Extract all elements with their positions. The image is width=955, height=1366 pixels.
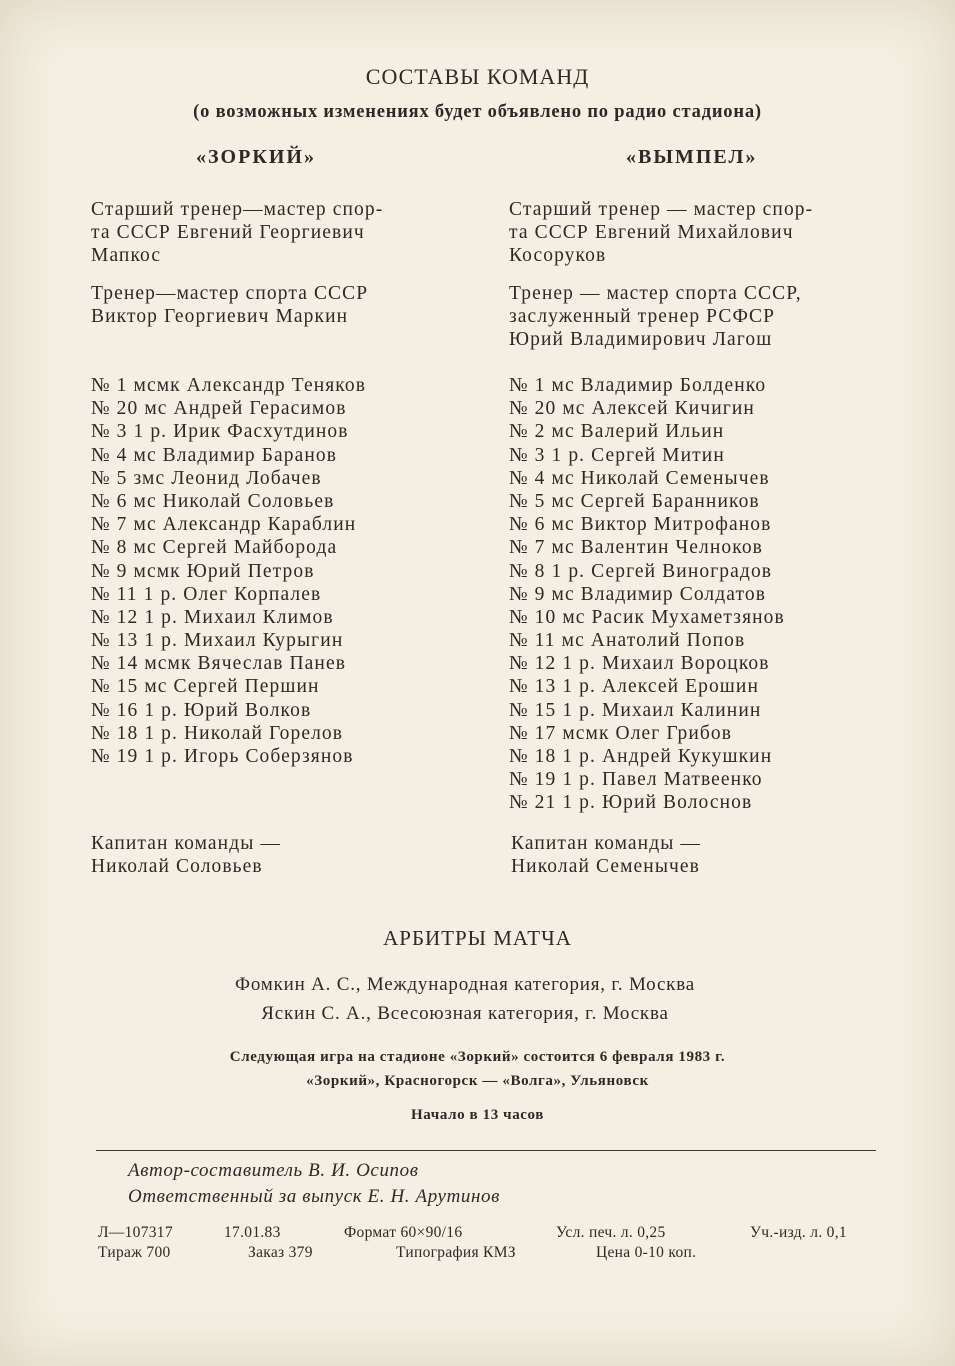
player-row: № 12 1 р. Михаил Климов bbox=[91, 606, 334, 628]
imprint-price: Цена 0-10 коп. bbox=[596, 1244, 697, 1261]
player-row: № 9 мсмк Юрий Петров bbox=[91, 560, 315, 582]
imprint-circulation: Тираж 700 bbox=[98, 1244, 171, 1261]
right-player-list bbox=[509, 374, 785, 815]
text-line: Тренер—мастер спорта СССР bbox=[91, 282, 369, 304]
player-row: № 4 мс Николай Семенычев bbox=[509, 467, 770, 489]
player-row: № 5 змс Леонид Лобачев bbox=[91, 467, 322, 489]
player-row: № 16 1 р. Юрий Волков bbox=[91, 699, 312, 721]
next-game-teams: «Зоркий», Красногорск — «Волга», Ульяновск bbox=[306, 1073, 649, 1089]
imprint-pub-sheets: Уч.-изд. л. 0,1 bbox=[750, 1224, 847, 1241]
imprint-print-sheets: Усл. печ. л. 0,25 bbox=[556, 1224, 666, 1241]
text-line: Николай Соловьев bbox=[91, 856, 263, 878]
text-line: Николай Семенычев bbox=[511, 856, 700, 878]
player-row: № 1 мсмк Александр Теняков bbox=[91, 375, 367, 396]
player-row: № 20 мс Алексей Кичигин bbox=[509, 398, 755, 420]
player-row: № 21 1 р. Юрий Волоснов bbox=[509, 792, 753, 814]
player-row: № 9 мс Владимир Солдатов bbox=[509, 583, 767, 605]
text-line: Капитан команды — bbox=[511, 833, 702, 854]
player-row: № 8 мс Сергей Майборода bbox=[91, 537, 338, 559]
left-trainer bbox=[91, 282, 383, 328]
imprint-printer: Типография КМЗ bbox=[396, 1244, 516, 1261]
player-row: № 3 1 р. Сергей Митин bbox=[509, 444, 725, 466]
team-name-right: «ВЫМПЕЛ» bbox=[626, 146, 758, 168]
player-row: № 3 1 р. Ирик Фасхутдинов bbox=[91, 421, 349, 443]
next-game-line: Следующая игра на стадионе «Зоркий» состоится 6 февраля 1983 г. bbox=[229, 1049, 726, 1065]
left-captain bbox=[91, 832, 281, 878]
text-line: Старший тренер—мастер спор- bbox=[91, 199, 384, 220]
next-game-start: Начало в 13 часов bbox=[411, 1107, 544, 1123]
imprint-format: Формат 60×90/16 bbox=[344, 1224, 463, 1241]
player-row: № 15 1 р. Михаил Калинин bbox=[509, 699, 762, 721]
player-row: № 13 1 р. Алексей Ерошин bbox=[509, 676, 759, 698]
referee-line: Яскин С. А., Всесоюзная категория, г. Москва bbox=[261, 1003, 669, 1024]
text-line: Тренер — мастер спорта СССР, bbox=[509, 282, 802, 304]
player-row: № 4 мс Владимир Баранов bbox=[91, 444, 338, 466]
player-row: № 18 1 р. Николай Горелов bbox=[91, 722, 344, 744]
player-row: № 20 мс Андрей Герасимов bbox=[91, 398, 347, 420]
page-title: СОСТАВЫ КОМАНД bbox=[365, 64, 590, 89]
player-row: № 19 1 р. Павел Матвеенко bbox=[509, 769, 763, 791]
imprint-license: Л—107317 bbox=[98, 1224, 173, 1241]
player-row: № 7 мс Александр Караблин bbox=[91, 514, 357, 536]
player-row: № 19 1 р. Игорь Соберзянов bbox=[91, 746, 354, 767]
player-row: № 15 мс Сергей Першин bbox=[91, 676, 320, 698]
left-player-list bbox=[91, 374, 366, 768]
text-line: Виктор Георгиевич Маркин bbox=[91, 305, 349, 327]
player-row: № 10 мс Расик Мухаметзянов bbox=[509, 606, 785, 628]
credits bbox=[128, 1158, 500, 1210]
referee-line: Фомкин А. С., Международная категория, г. Москва bbox=[235, 974, 695, 995]
divider bbox=[96, 1150, 876, 1151]
text-line: Юрий Владимирович Лагош bbox=[509, 328, 773, 350]
editor-line: Ответственный за выпуск Е. Н. Арутинов bbox=[128, 1186, 500, 1207]
player-row: № 12 1 р. Михаил Вороцков bbox=[509, 653, 770, 675]
player-row: № 2 мс Валерий Ильин bbox=[509, 421, 725, 443]
player-row: № 18 1 р. Андрей Кукушкин bbox=[509, 746, 773, 767]
player-row: № 11 1 р. Олег Корпалев bbox=[91, 583, 322, 605]
player-row: № 17 мсмк Олег Грибов bbox=[509, 722, 733, 744]
player-row: № 7 мс Валентин Челноков bbox=[509, 537, 763, 559]
player-row: № 11 мс Анатолий Попов bbox=[509, 630, 746, 652]
imprint-order: Заказ 379 bbox=[248, 1244, 313, 1261]
player-row: № 13 1 р. Михаил Курыгин bbox=[91, 630, 344, 652]
text-line: та СССР Евгений Георгиевич bbox=[91, 222, 365, 244]
right-roster-column bbox=[509, 198, 813, 365]
right-trainer bbox=[509, 282, 813, 352]
player-row: № 5 мс Сергей Баранников bbox=[509, 490, 760, 512]
text-line: заслуженный тренер РСФСР bbox=[509, 305, 776, 327]
player-row: № 8 1 р. Сергей Виноградов bbox=[509, 560, 773, 582]
left-head-coach bbox=[91, 198, 383, 268]
team-name-left: «ЗОРКИЙ» bbox=[196, 146, 316, 168]
right-captain bbox=[511, 832, 701, 878]
referees-title: АРБИТРЫ МАТЧА bbox=[383, 926, 572, 950]
player-row: № 6 мс Николай Соловьев bbox=[91, 490, 335, 512]
player-row: № 14 мсмк Вячеслав Панев bbox=[91, 653, 347, 675]
page-subtitle: (о возможных изменениях будет объявлено по радио стадиона) bbox=[193, 102, 762, 122]
author-line: Автор-составитель В. И. Осипов bbox=[128, 1160, 419, 1181]
player-row: № 1 мс Владимир Болденко bbox=[509, 375, 767, 396]
text-line: Капитан команды — bbox=[91, 833, 282, 854]
player-row: № 6 мс Виктор Митрофанов bbox=[509, 514, 772, 536]
left-roster-column bbox=[91, 198, 383, 342]
imprint-date: 17.01.83 bbox=[224, 1224, 281, 1241]
text-line: та СССР Евгений Михайлович bbox=[509, 222, 794, 244]
text-line: Косоруков bbox=[509, 245, 607, 267]
text-line: Старший тренер — мастер спор- bbox=[509, 199, 814, 220]
text-line: Мапкос bbox=[91, 245, 162, 267]
right-head-coach bbox=[509, 198, 813, 268]
